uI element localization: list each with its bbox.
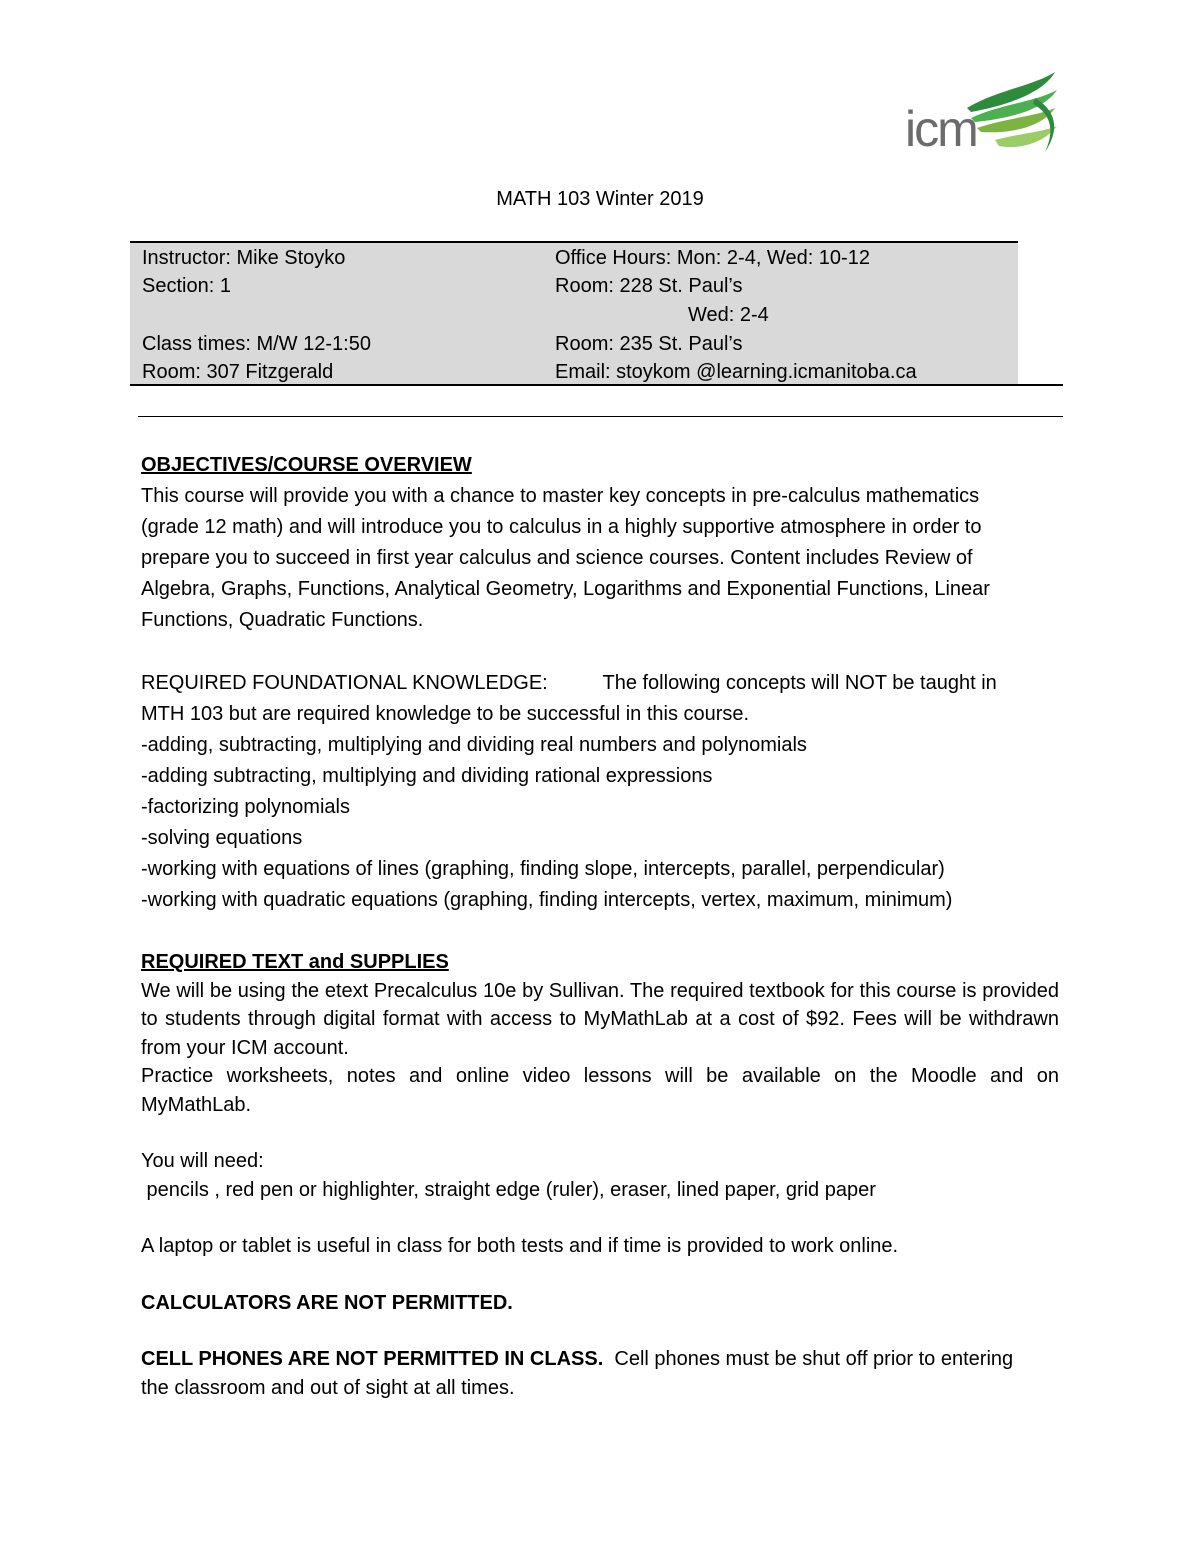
supplies-list: pencils , red pen or highlighter, straight edge (ruler), eraser, lined paper, grid paper (141, 1178, 876, 1201)
icm-logo (905, 68, 1065, 160)
list-item: -factorizing polynomials (141, 796, 350, 818)
section-heading: REQUIRED FOUNDATIONAL KNOWLEDGE: (141, 672, 548, 694)
document-title: MATH 103 Winter 2019 (496, 188, 704, 210)
list-item: -working with equations of lines (graphing, finding slope, intercepts, parallel, perpendicular) (141, 858, 945, 880)
class-room: Room: 307 Fitzgerald (142, 361, 334, 383)
phone-policy (141, 1345, 1059, 1374)
paragraph-line: MTH 103 but are required knowledge to be successful in this course. (141, 703, 750, 725)
paragraph-line: This course will provide you with a chance to master key concepts in pre-calculus mathematics (141, 485, 980, 507)
list-item: -adding subtracting, multiplying and dividing rational expressions (141, 765, 713, 787)
supplies-section (141, 948, 1059, 1402)
supplies-label: You will need: (141, 1150, 264, 1172)
objectives-section (141, 450, 1061, 636)
instructor-email: Email: stoykom @learning.icmanitoba.ca (555, 361, 917, 383)
phone-policy-heading: CELL PHONES ARE NOT PERMITTED IN CLASS. (141, 1348, 604, 1370)
list-item: -adding, subtracting, multiplying and dividing real numbers and polynomials (141, 734, 807, 756)
divider (138, 416, 1063, 417)
paragraph-line: prepare you to succeed in first year calculus and science courses. Content includes Review of (141, 547, 973, 569)
section: Section: 1 (142, 275, 231, 297)
paragraph-text: The following concepts will NOT be taught in (602, 672, 997, 694)
instructor: Instructor: Mike Stoyko (142, 247, 346, 269)
paragraph-line: Algebra, Graphs, Functions, Analytical Geometry, Logarithms and Exponential Functions, Linear (141, 578, 990, 600)
office-room-2: Room: 235 St. Paul’s (555, 333, 743, 355)
paragraph-line: (grade 12 math) and will introduce you to calculus in a highly supportive atmosphere in order to (141, 516, 982, 538)
list-item: -solving equations (141, 827, 303, 849)
office-hours-wed: Wed: 2-4 (688, 304, 769, 326)
section-heading: REQUIRED TEXT and SUPPLIES (141, 951, 449, 973)
foundational-section (141, 668, 1061, 916)
calculator-policy: CALCULATORS ARE NOT PERMITTED. (141, 1291, 513, 1314)
class-times: Class times: M/W 12-1:50 (142, 333, 371, 355)
paragraph-line: Functions, Quadratic Functions. (141, 609, 424, 631)
list-item: -working with quadratic equations (graphing, finding intercepts, vertex, maximum, minimum) (141, 889, 953, 911)
paragraph: A laptop or tablet is useful in class for both tests and if time is provided to work online. (141, 1235, 899, 1257)
office-hours: Office Hours: Mon: 2-4, Wed: 10-12 (555, 247, 870, 269)
paragraph-text: Cell phones must be shut off prior to entering (603, 1348, 1014, 1370)
paragraph: Practice worksheets, notes and online video lessons will be available on the Moodle and on MyMathLab. (141, 1065, 1059, 1116)
logo-text: icm (905, 101, 977, 157)
office-room-1: Room: 228 St. Paul’s (555, 275, 743, 297)
paragraph-line: the classroom and out of sight at all times. (141, 1376, 515, 1399)
section-heading: OBJECTIVES/COURSE OVERVIEW (141, 454, 472, 476)
paragraph: We will be using the etext Precalculus 10e by Sullivan. The required textbook for this course is provided to students through digital format with access to MyMathLab at a cost of $92. Fees will be withdrawn from your ICM account. (141, 979, 1059, 1059)
